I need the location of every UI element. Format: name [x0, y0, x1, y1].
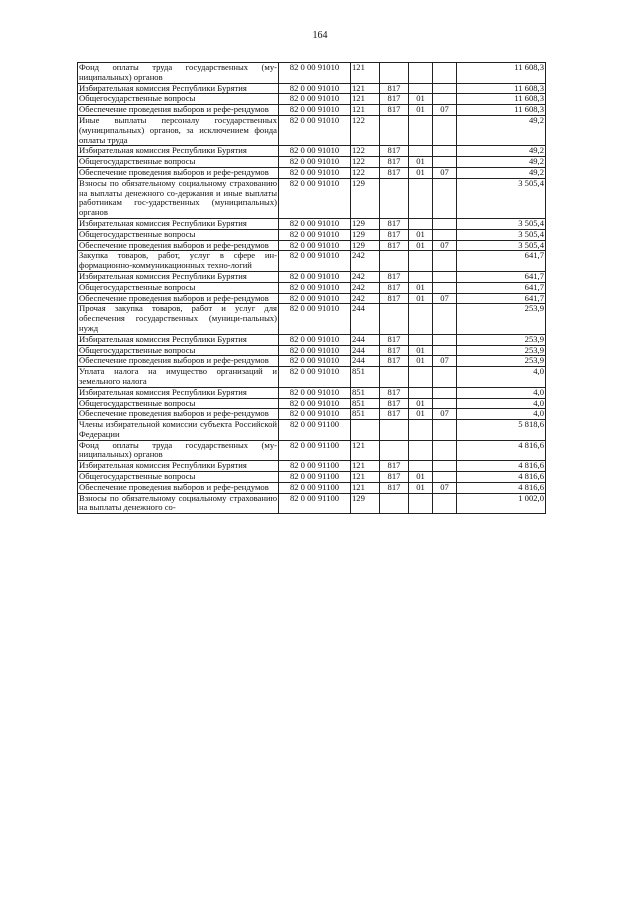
row-name-cell: Избирательная комиссия Республики Бурятия: [78, 387, 279, 398]
row-section-cell: [409, 83, 433, 94]
row-name-cell: Общегосударственные вопросы: [78, 157, 279, 168]
row-subsection-cell: [433, 420, 457, 441]
row-administrator-cell: 817: [380, 94, 409, 105]
row-subsection-cell: 07: [433, 356, 457, 367]
row-subsection-cell: [433, 218, 457, 229]
row-amount-cell: 3 505,4: [457, 178, 546, 218]
row-name-cell: Избирательная комиссия Республики Бурятия: [78, 271, 279, 282]
row-amount-cell: 4,0: [457, 398, 546, 409]
row-subsection-cell: [433, 367, 457, 388]
row-administrator-cell: 817: [380, 105, 409, 116]
table-row: [78, 251, 546, 272]
row-target-article-cell: 82 0 00 91010: [279, 356, 351, 367]
row-section-cell: [409, 334, 433, 345]
row-subsection-cell: [433, 178, 457, 218]
row-target-article-cell: 82 0 00 91010: [279, 229, 351, 240]
row-amount-cell: 4 816,6: [457, 440, 546, 461]
row-expense-type-cell: 129: [351, 229, 380, 240]
row-amount-cell: 253,9: [457, 304, 546, 334]
row-administrator-cell: [380, 115, 409, 145]
row-section-cell: [409, 146, 433, 157]
row-amount-cell: 641,7: [457, 293, 546, 304]
row-target-article-cell: 82 0 00 91010: [279, 240, 351, 251]
row-target-article-cell: 82 0 00 91010: [279, 251, 351, 272]
table-row: [78, 115, 546, 145]
row-administrator-cell: [380, 63, 409, 84]
row-administrator-cell: 817: [380, 218, 409, 229]
row-expense-type-cell: 129: [351, 493, 380, 514]
row-section-cell: [409, 63, 433, 84]
row-administrator-cell: 817: [380, 293, 409, 304]
row-amount-cell: 4,0: [457, 387, 546, 398]
row-name-cell: Избирательная комиссия Республики Бурятия: [78, 334, 279, 345]
row-name-cell: Взносы по обязательному социальному страхованию на выплаты денежного со-: [79, 493, 277, 513]
row-amount-cell: 253,9: [457, 356, 546, 367]
row-amount-cell: 641,7: [457, 282, 546, 293]
row-target-article-cell: 82 0 00 91010: [279, 146, 351, 157]
row-expense-type-cell: 242: [351, 251, 380, 272]
table-row: [78, 94, 546, 105]
row-subsection-cell: [433, 251, 457, 272]
row-expense-type-cell: 122: [351, 157, 380, 168]
table-row: [78, 293, 546, 304]
row-name-cell: Обеспечение проведения выборов и рефе-рендумов: [78, 105, 279, 116]
table-row: [78, 356, 546, 367]
row-subsection-cell: 07: [433, 409, 457, 420]
row-amount-cell: 641,7: [457, 271, 546, 282]
row-subsection-cell: [433, 334, 457, 345]
row-administrator-cell: [380, 367, 409, 388]
row-administrator-cell: 817: [380, 83, 409, 94]
table-row: [78, 83, 546, 94]
table-row: [78, 472, 546, 483]
table-row: [78, 345, 546, 356]
row-section-cell: 01: [409, 105, 433, 116]
row-expense-type-cell: 122: [351, 146, 380, 157]
row-administrator-cell: 817: [380, 146, 409, 157]
row-section-cell: 01: [409, 167, 433, 178]
row-section-cell: [409, 420, 433, 441]
row-target-article-cell: 82 0 00 91100: [279, 420, 351, 441]
row-subsection-cell: [433, 493, 457, 514]
budget-table: [77, 62, 546, 514]
row-name-cell: Прочая закупка товаров, работ и услуг для обеспечения государственных (муници-пальных) нужд: [79, 303, 277, 333]
table-row: [78, 271, 546, 282]
row-section-cell: 01: [409, 398, 433, 409]
row-target-article-cell: 82 0 00 91010: [279, 94, 351, 105]
row-target-article-cell: 82 0 00 91100: [279, 472, 351, 483]
table-row: [78, 178, 546, 218]
row-amount-cell: 5 818,6: [457, 420, 546, 441]
row-expense-type-cell: 244: [351, 356, 380, 367]
row-expense-type-cell: 121: [351, 83, 380, 94]
row-section-cell: [409, 461, 433, 472]
row-administrator-cell: [380, 251, 409, 272]
table-row: [78, 409, 546, 420]
row-section-cell: [409, 367, 433, 388]
row-section-cell: 01: [409, 356, 433, 367]
row-amount-cell: 11 608,3: [457, 105, 546, 116]
row-amount-cell: 641,7: [457, 251, 546, 272]
row-amount-cell: 4 816,6: [457, 472, 546, 483]
row-administrator-cell: 817: [380, 398, 409, 409]
row-expense-type-cell: 129: [351, 218, 380, 229]
row-section-cell: 01: [409, 229, 433, 240]
row-subsection-cell: [433, 63, 457, 84]
row-name-cell: Фонд оплаты труда государственных (му-ниципальных) органов: [79, 440, 277, 460]
row-expense-type-cell: 851: [351, 367, 380, 388]
row-subsection-cell: [433, 345, 457, 356]
row-expense-type-cell: 851: [351, 387, 380, 398]
table-row: [78, 334, 546, 345]
table-row: [78, 387, 546, 398]
row-target-article-cell: 82 0 00 91010: [279, 367, 351, 388]
row-expense-type-cell: [351, 420, 380, 441]
row-name-cell: Фонд оплаты труда государственных (му-ниципальных) органов: [79, 62, 277, 82]
row-administrator-cell: 817: [380, 345, 409, 356]
table-row: [78, 63, 546, 84]
row-administrator-cell: 817: [380, 387, 409, 398]
row-expense-type-cell: 851: [351, 398, 380, 409]
row-section-cell: 01: [409, 409, 433, 420]
row-name-cell: Взносы по обязательному социальному страхованию на выплаты денежного со-держания и иные выплаты работникам гос-ударственных (муниципальных) органов: [79, 178, 277, 218]
row-amount-cell: 1 002,0: [457, 493, 546, 514]
row-subsection-cell: [433, 94, 457, 105]
row-expense-type-cell: 121: [351, 94, 380, 105]
row-administrator-cell: 817: [380, 356, 409, 367]
row-name-cell: Иные выплаты персоналу государственных (муниципальных) органов, за исключением фонда оплаты труда: [79, 115, 277, 145]
row-administrator-cell: [380, 440, 409, 461]
row-section-cell: 01: [409, 94, 433, 105]
row-subsection-cell: 07: [433, 482, 457, 493]
row-target-article-cell: 82 0 00 91100: [279, 482, 351, 493]
row-amount-cell: 11 608,3: [457, 94, 546, 105]
row-expense-type-cell: 129: [351, 240, 380, 251]
table-row: [78, 157, 546, 168]
row-subsection-cell: [433, 146, 457, 157]
row-section-cell: 01: [409, 472, 433, 483]
table-row: [78, 461, 546, 472]
table-row: [78, 440, 546, 461]
row-name-cell: Обеспечение проведения выборов и рефе-рендумов: [78, 409, 279, 420]
row-target-article-cell: 82 0 00 91010: [279, 398, 351, 409]
row-name-cell: Избирательная комиссия Республики Бурятия: [78, 461, 279, 472]
row-name-cell: Обеспечение проведения выборов и рефе-рендумов: [78, 240, 279, 251]
row-name-cell: Обеспечение проведения выборов и рефе-рендумов: [78, 167, 279, 178]
row-administrator-cell: 817: [380, 282, 409, 293]
row-target-article-cell: 82 0 00 91010: [279, 304, 351, 334]
row-section-cell: [409, 304, 433, 334]
row-administrator-cell: 817: [380, 271, 409, 282]
table-row: [78, 493, 546, 514]
row-expense-type-cell: 244: [351, 334, 380, 345]
table-row: [78, 105, 546, 116]
row-expense-type-cell: 121: [351, 482, 380, 493]
row-expense-type-cell: 129: [351, 178, 380, 218]
table-row: [78, 398, 546, 409]
row-section-cell: 01: [409, 482, 433, 493]
row-name-cell: Избирательная комиссия Республики Бурятия: [78, 83, 279, 94]
row-target-article-cell: 82 0 00 91100: [279, 493, 351, 514]
row-expense-type-cell: 121: [351, 440, 380, 461]
row-subsection-cell: [433, 387, 457, 398]
row-expense-type-cell: 121: [351, 461, 380, 472]
row-section-cell: [409, 218, 433, 229]
row-section-cell: [409, 115, 433, 145]
row-section-cell: [409, 251, 433, 272]
row-amount-cell: 49,2: [457, 146, 546, 157]
row-target-article-cell: 82 0 00 91010: [279, 83, 351, 94]
row-amount-cell: 4 816,6: [457, 461, 546, 472]
row-subsection-cell: [433, 472, 457, 483]
row-target-article-cell: 82 0 00 91010: [279, 178, 351, 218]
row-target-article-cell: 82 0 00 91100: [279, 440, 351, 461]
row-amount-cell: 3 505,4: [457, 240, 546, 251]
row-name-cell: Закупка товаров, работ, услуг в сфере ин-формационно-коммуникационных техно-логий: [79, 250, 277, 271]
row-administrator-cell: 817: [380, 157, 409, 168]
row-target-article-cell: 82 0 00 91010: [279, 115, 351, 145]
row-subsection-cell: [433, 461, 457, 472]
row-expense-type-cell: 121: [351, 472, 380, 483]
row-subsection-cell: 07: [433, 105, 457, 116]
row-target-article-cell: 82 0 00 91010: [279, 282, 351, 293]
table-row: [78, 282, 546, 293]
row-expense-type-cell: 244: [351, 345, 380, 356]
row-target-article-cell: 82 0 00 91010: [279, 334, 351, 345]
row-administrator-cell: 817: [380, 334, 409, 345]
row-name-cell: Обеспечение проведения выборов и рефе-рендумов: [78, 293, 279, 304]
row-expense-type-cell: 121: [351, 63, 380, 84]
row-name-cell: Уплата налога на имущество организаций и земельного налога: [79, 366, 277, 386]
row-amount-cell: 4,0: [457, 409, 546, 420]
row-administrator-cell: 817: [380, 482, 409, 493]
row-amount-cell: 49,2: [457, 157, 546, 168]
row-administrator-cell: 817: [380, 472, 409, 483]
row-subsection-cell: [433, 83, 457, 94]
row-section-cell: [409, 178, 433, 218]
row-amount-cell: 4,0: [457, 367, 546, 388]
row-subsection-cell: [433, 229, 457, 240]
row-amount-cell: 49,2: [457, 167, 546, 178]
row-target-article-cell: 82 0 00 91010: [279, 293, 351, 304]
row-subsection-cell: [433, 440, 457, 461]
table-row: [78, 167, 546, 178]
row-target-article-cell: 82 0 00 91100: [279, 461, 351, 472]
row-name-cell: Обеспечение проведения выборов и рефе-рендумов: [78, 356, 279, 367]
row-expense-type-cell: 242: [351, 293, 380, 304]
row-name-cell: Общегосударственные вопросы: [78, 94, 279, 105]
table-row: [78, 482, 546, 493]
row-name-cell: Общегосударственные вопросы: [78, 472, 279, 483]
row-subsection-cell: [433, 398, 457, 409]
row-name-cell: Общегосударственные вопросы: [78, 229, 279, 240]
row-section-cell: 01: [409, 282, 433, 293]
table-row: [78, 367, 546, 388]
row-target-article-cell: 82 0 00 91010: [279, 218, 351, 229]
row-section-cell: [409, 271, 433, 282]
row-subsection-cell: 07: [433, 167, 457, 178]
row-name-cell: Общегосударственные вопросы: [78, 345, 279, 356]
row-section-cell: [409, 493, 433, 514]
table-row: [78, 240, 546, 251]
table-row: [78, 218, 546, 229]
row-administrator-cell: [380, 304, 409, 334]
row-target-article-cell: 82 0 00 91010: [279, 157, 351, 168]
budget-table-body: [78, 63, 546, 514]
row-target-article-cell: 82 0 00 91010: [279, 409, 351, 420]
row-amount-cell: 253,9: [457, 345, 546, 356]
row-administrator-cell: 817: [380, 229, 409, 240]
row-amount-cell: 3 505,4: [457, 229, 546, 240]
table-row: [78, 420, 546, 441]
row-amount-cell: 49,2: [457, 115, 546, 145]
row-administrator-cell: 817: [380, 461, 409, 472]
row-administrator-cell: [380, 420, 409, 441]
row-section-cell: 01: [409, 293, 433, 304]
row-expense-type-cell: 121: [351, 105, 380, 116]
row-section-cell: 01: [409, 157, 433, 168]
row-amount-cell: 11 608,3: [457, 83, 546, 94]
row-section-cell: [409, 440, 433, 461]
row-target-article-cell: 82 0 00 91010: [279, 167, 351, 178]
row-administrator-cell: [380, 178, 409, 218]
row-administrator-cell: 817: [380, 167, 409, 178]
row-target-article-cell: 82 0 00 91010: [279, 63, 351, 84]
row-subsection-cell: [433, 304, 457, 334]
table-row: [78, 229, 546, 240]
row-name-cell: Обеспечение проведения выборов и рефе-рендумов: [78, 482, 279, 493]
row-amount-cell: 3 505,4: [457, 218, 546, 229]
row-name-cell: Избирательная комиссия Республики Бурятия: [78, 218, 279, 229]
row-administrator-cell: [380, 493, 409, 514]
row-administrator-cell: 817: [380, 409, 409, 420]
row-name-cell: Члены избирательной комиссии субъекта Российской Федерации: [79, 419, 277, 439]
row-name-cell: Общегосударственные вопросы: [78, 398, 279, 409]
row-target-article-cell: 82 0 00 91010: [279, 345, 351, 356]
row-subsection-cell: 07: [433, 240, 457, 251]
row-subsection-cell: [433, 282, 457, 293]
row-amount-cell: 4 816,6: [457, 482, 546, 493]
row-name-cell: Общегосударственные вопросы: [78, 282, 279, 293]
row-target-article-cell: 82 0 00 91010: [279, 387, 351, 398]
table-row: [78, 304, 546, 334]
row-target-article-cell: 82 0 00 91010: [279, 105, 351, 116]
row-subsection-cell: [433, 115, 457, 145]
row-name-cell: Избирательная комиссия Республики Бурятия: [78, 146, 279, 157]
row-section-cell: [409, 387, 433, 398]
row-administrator-cell: 817: [380, 240, 409, 251]
row-amount-cell: 253,9: [457, 334, 546, 345]
page-number: 164: [312, 30, 328, 41]
row-expense-type-cell: 851: [351, 409, 380, 420]
row-section-cell: 01: [409, 345, 433, 356]
row-target-article-cell: 82 0 00 91010: [279, 271, 351, 282]
row-expense-type-cell: 242: [351, 271, 380, 282]
row-expense-type-cell: 244: [351, 304, 380, 334]
row-expense-type-cell: 122: [351, 167, 380, 178]
row-expense-type-cell: 122: [351, 115, 380, 145]
row-subsection-cell: [433, 271, 457, 282]
table-row: [78, 146, 546, 157]
row-subsection-cell: 07: [433, 293, 457, 304]
row-amount-cell: 11 608,3: [457, 63, 546, 84]
row-subsection-cell: [433, 157, 457, 168]
row-expense-type-cell: 242: [351, 282, 380, 293]
row-section-cell: 01: [409, 240, 433, 251]
